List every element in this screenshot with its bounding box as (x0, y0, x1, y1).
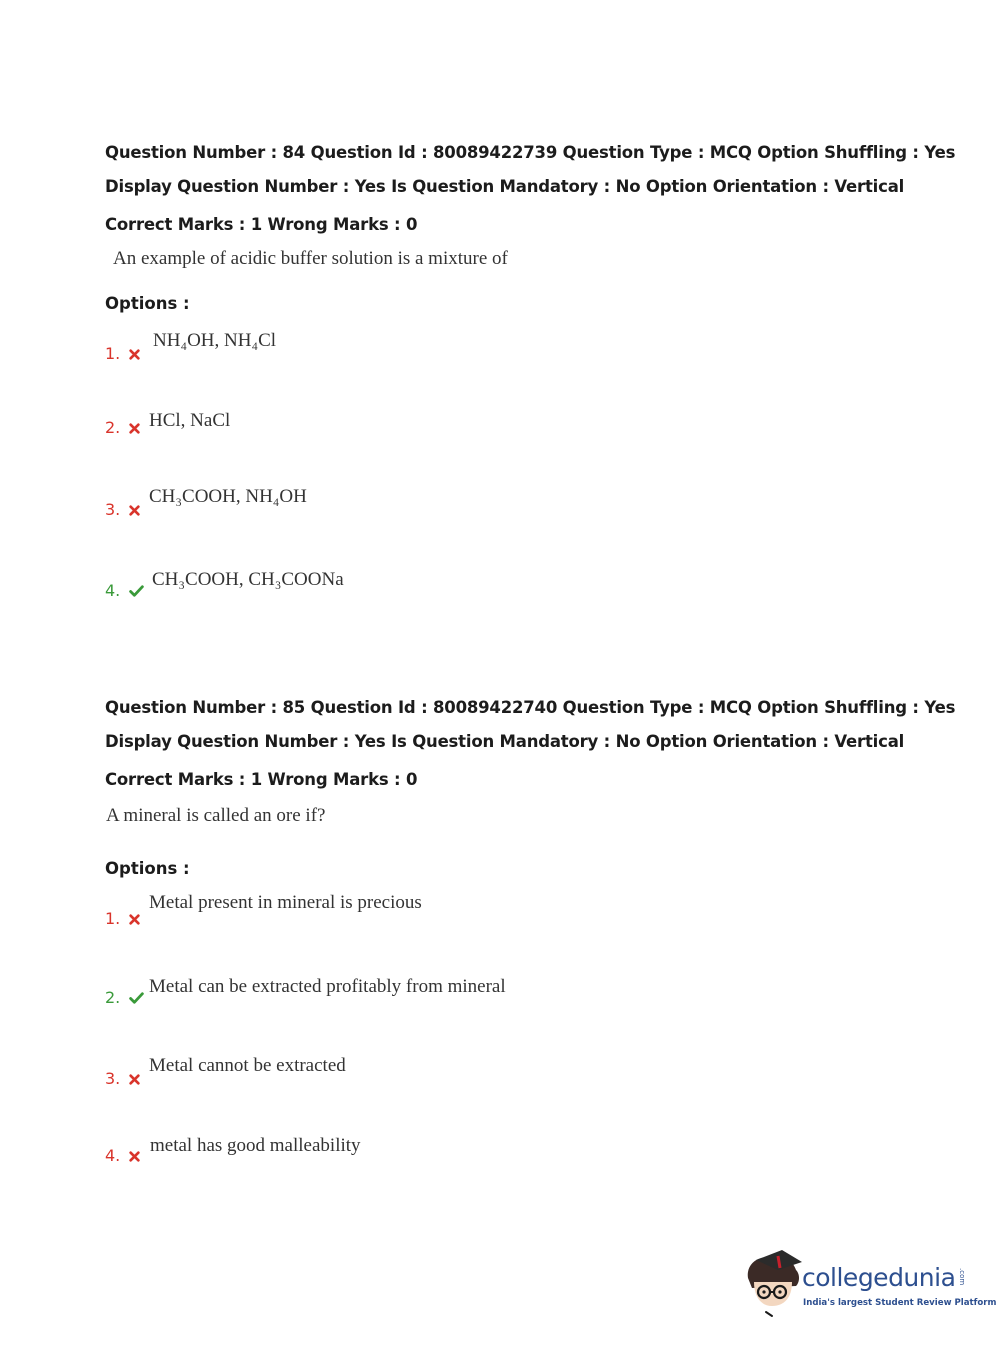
question-meta-line-1: Question Number : 85 Question Id : 80089422740 Question Type : MCQ Option Shuffling : Yes (105, 698, 956, 717)
option-text-2: Metal can be extracted profitably from mineral (149, 976, 506, 997)
logo-tagline: India's largest Student Review Platform (803, 1298, 997, 1308)
question-marks-line: Correct Marks : 1 Wrong Marks : 0 (105, 770, 418, 789)
check-icon (129, 989, 144, 1008)
logo-dotcom: .com (958, 1268, 966, 1286)
cross-icon (129, 501, 140, 520)
question-meta-line-1: Question Number : 84 Question Id : 80089422739 Question Type : MCQ Option Shuffling : Yes (105, 143, 956, 162)
cross-icon (129, 419, 140, 438)
option-text-2: HCl, NaCl (149, 410, 231, 431)
option-number-3: 3. (105, 500, 140, 520)
option-number-4: 4. (105, 581, 144, 601)
option-text-3: Metal cannot be extracted (149, 1055, 346, 1076)
option-number-2: 2. (105, 988, 144, 1008)
check-icon (129, 582, 144, 601)
option-text-1: NH₄OH, NH₄Cl (153, 330, 277, 351)
option-text-1: Metal present in mineral is precious (149, 892, 422, 913)
option-number-1: 1. (105, 344, 140, 364)
cross-icon (129, 345, 140, 364)
option-text-4: CH₃COOH, CH₃COONa (152, 569, 344, 590)
option-number-4: 4. (105, 1146, 140, 1166)
options-label: Options : (105, 294, 190, 313)
option-number-1: 1. (105, 909, 140, 929)
question-meta-line-2: Display Question Number : Yes Is Question Mandatory : No Option Orientation : Vertical (105, 177, 905, 196)
cross-icon (129, 1147, 140, 1166)
question-meta-line-2: Display Question Number : Yes Is Question Mandatory : No Option Orientation : Vertical (105, 732, 905, 751)
option-number-2: 2. (105, 418, 140, 438)
option-number-3: 3. (105, 1069, 140, 1089)
option-text-3: CH₃COOH, NH₄OH (149, 486, 307, 507)
options-label: Options : (105, 859, 190, 878)
mascot-icon (742, 1248, 804, 1318)
cross-icon (129, 910, 140, 929)
option-text-4: metal has good malleability (150, 1135, 361, 1156)
question-text: A mineral is called an ore if? (106, 805, 326, 826)
cross-icon (129, 1070, 140, 1089)
question-marks-line: Correct Marks : 1 Wrong Marks : 0 (105, 215, 418, 234)
question-text: An example of acidic buffer solution is a mixture of (113, 248, 508, 269)
collegedunia-logo (742, 1248, 997, 1318)
logo-wordmark: collegedunia (802, 1263, 956, 1292)
